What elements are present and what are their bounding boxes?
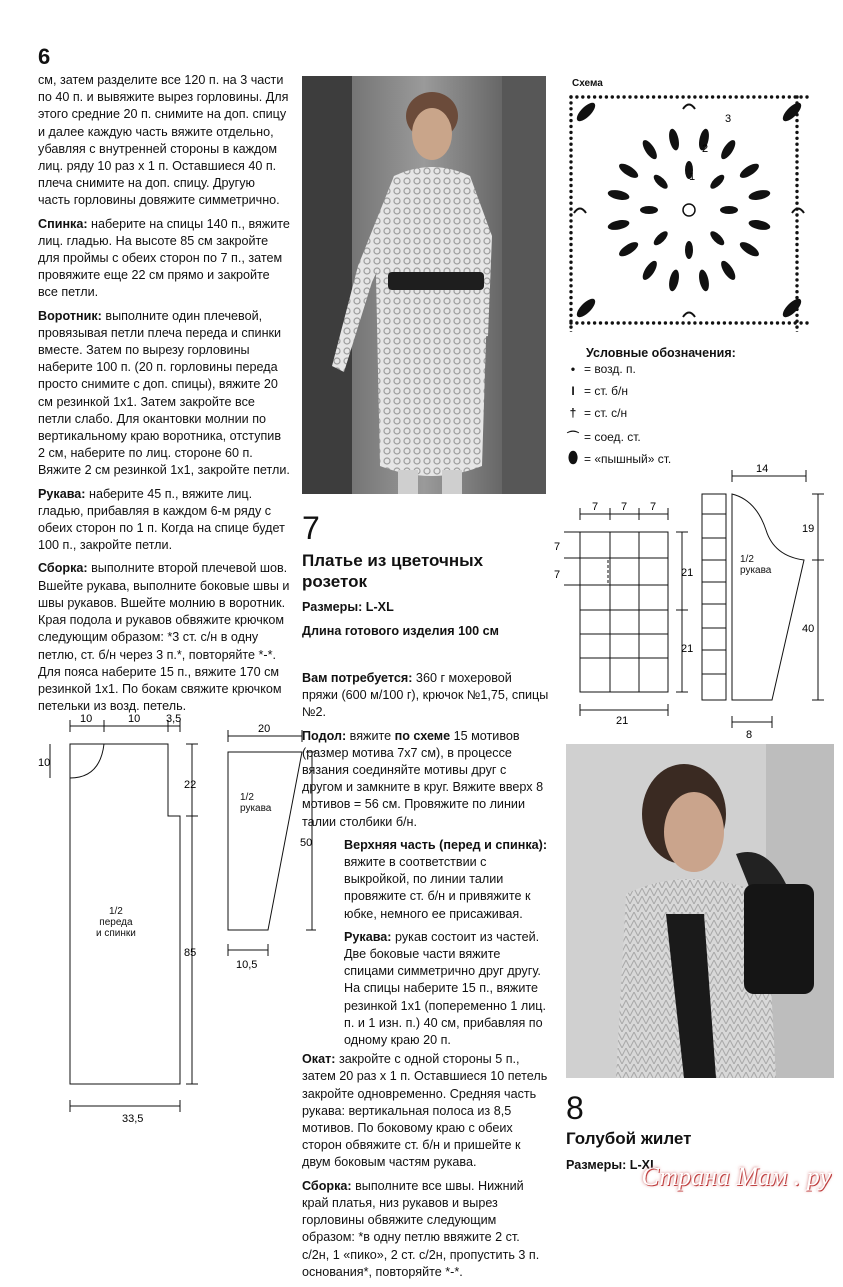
middle-text-column [302, 670, 550, 1287]
scheme-title: Схема [572, 78, 603, 89]
puff-stitch-mark [617, 161, 640, 181]
chain-dot [581, 95, 584, 98]
chain-dot [805, 321, 808, 324]
slip-stitch-icon: ⌒ [566, 430, 579, 444]
puff-stitch-mark [685, 241, 693, 259]
front-dim-10-side: 10 [38, 757, 51, 769]
chain-dot [569, 314, 572, 317]
chain-dot [569, 95, 572, 98]
chain-dot [599, 95, 602, 98]
chain-dot [782, 321, 785, 324]
chain-dot [581, 321, 584, 324]
puff-stitch-mark [574, 100, 598, 124]
chain-dot [788, 321, 791, 324]
chain-dot [795, 284, 798, 287]
chain-dot [658, 95, 661, 98]
chain-dot [795, 320, 798, 323]
chain-dot [740, 321, 743, 324]
paragraph-hem: Подол: вяжите по схеме 15 мотивов (размер мотива 7х7 см), в процессе вязания соединяйте мотивы друг с другом и замкните в круг. Вяжите вверх 8 мотивов = 56 см. Провяжите по линии талии столбики б/н. [302, 728, 544, 829]
slip-stitch-mark [792, 209, 804, 214]
chain-dot [693, 95, 696, 98]
chain-dot [605, 95, 608, 98]
puff-stitch-mark [667, 128, 680, 151]
chain-dot [788, 95, 791, 98]
chain-dot [569, 225, 572, 228]
chain-dot [699, 95, 702, 98]
puff-stitch-mark [607, 188, 630, 201]
chain-dot [593, 95, 596, 98]
chain-dot [687, 321, 690, 324]
skirt-dim-side-7a: 7 [554, 541, 561, 553]
front-dim-33-5: 33,5 [122, 1113, 144, 1125]
chain-dot [575, 321, 578, 324]
legend-item-chain: • = возд. п. [566, 362, 636, 376]
chain-dot [569, 219, 572, 222]
chain-dot [752, 95, 755, 98]
chain-dot [640, 95, 643, 98]
scheme-row-label-2: 2 [702, 143, 709, 155]
puff-stitch-mark [718, 138, 738, 161]
chain-dot [628, 95, 631, 98]
paragraph-cap: Окат: закройте с одной стороны 5 п., затем 20 раз х 1 п. Оставшиеся 10 петель закройте одновременно. Средняя часть рукава: вертикальная полоса из 8,5 мотивов. По боковому краю с обеих сторон обвяжите ст. б/н и пришейте к двум боковым частям рукава. [302, 1052, 548, 1170]
chain-dot [795, 278, 798, 281]
chain-dot [795, 237, 798, 240]
chain-dot [795, 290, 798, 293]
sleeve-l-label: 1/2 рукава [240, 792, 272, 814]
puff-stitch-mark [640, 259, 660, 282]
chain-dot [569, 107, 572, 110]
chain-dot [693, 321, 696, 324]
chain-dot [622, 95, 625, 98]
chain-dot [687, 95, 690, 98]
watermark-logo: Страна Мам . ру [641, 1162, 831, 1191]
chain-dot [569, 243, 572, 246]
chain-dot [676, 321, 679, 324]
chain-dot [569, 207, 572, 210]
skirt-dim-21a: 21 [681, 567, 694, 579]
paragraph-top: Верхняя часть (перед и спинка): вяжите в соответствии с выкройкой, по линии талии провяжите ст. б/н и привяжите к юбке, немного ее присаживая. [344, 837, 548, 921]
chain-dot [799, 95, 802, 98]
chain-dot [593, 321, 596, 324]
chain-dot [795, 154, 798, 157]
puff-stitch-mark [574, 296, 598, 320]
chain-dot [717, 95, 720, 98]
puff-stitch-mark [738, 161, 761, 181]
chain-dot [569, 231, 572, 234]
paragraph-neck: см, затем разделите все 120 п. на 3 части по 40 п. и вывяжите вырез горловины. Для этого средние 20 п. снимите на доп. спицу и далее каждую часть вяжите отдельно, убавляя с внутренней стороны в каждом лиц. ряду 10 раз х 1 п. Оставшиеся 40 п. плеча снимите на доп. спицу. Другую часть горловины довяжите симметрично. [38, 73, 289, 208]
chain-dot [622, 321, 625, 324]
chain-dot [569, 196, 572, 199]
chain-dot [569, 154, 572, 157]
chain-dot [569, 278, 572, 281]
chain-dot [569, 137, 572, 140]
chain-dot [569, 308, 572, 311]
paragraph-sleeves: Рукава: наберите 45 п., вяжите лиц. гладью, прибавляя в каждом 6-м ряду с обеих сторон по 1 п. Когда на спице будет 100 п., закройте петли. [38, 486, 285, 553]
chain-dot [795, 148, 798, 151]
front-dim-3-5: 3,5 [166, 713, 182, 725]
sleeve-r-dim-19: 19 [802, 523, 815, 535]
chain-dot [795, 314, 798, 317]
front-dim-85: 85 [184, 947, 197, 959]
chain-dot [795, 266, 798, 269]
chain-dot [575, 95, 578, 98]
legend-item-puff: ⬮ = «пышный» ст. [567, 450, 672, 467]
chain-stitch-icon: • [570, 362, 576, 376]
chain-dot [569, 202, 572, 205]
paragraph-materials: Вам потребуется: 360 г мохеровой пряжи (600 м/100 г), крючок №1,75, спицы №2. [302, 671, 549, 720]
chain-dot [664, 321, 667, 324]
chain-dot [569, 131, 572, 134]
chain-dot [569, 119, 572, 122]
sleeve-r-dim-40: 40 [802, 623, 815, 635]
chain-dot [782, 95, 785, 98]
chain-dot [587, 321, 590, 324]
chain-dot [758, 95, 761, 98]
legend-title: Условные обозначения: [586, 346, 736, 360]
chain-dot [569, 143, 572, 146]
skirt-dim-7a: 7 [592, 501, 599, 513]
chain-dot [569, 296, 572, 299]
chain-dot [628, 321, 631, 324]
puff-stitch-mark [738, 239, 761, 259]
puff-stitch-mark [718, 259, 738, 282]
chain-dot [770, 95, 773, 98]
chain-dot [611, 321, 614, 324]
chain-dot [681, 95, 684, 98]
chain-dot [634, 321, 637, 324]
chain-dot [670, 321, 673, 324]
section-8-sizes: Размеры: L-XL [566, 1158, 658, 1172]
puff-stitch-mark [708, 173, 726, 191]
skirt-dim-7b: 7 [621, 501, 628, 513]
chain-dot [569, 261, 572, 264]
puff-stitch-mark [780, 100, 804, 124]
double-crochet-icon: † [569, 406, 577, 420]
puff-stitch-mark [617, 239, 640, 259]
puff-stitch-mark [748, 218, 771, 231]
chain-dot [569, 160, 572, 163]
slip-stitch-mark [683, 313, 695, 318]
puff-stitch-mark [640, 206, 658, 214]
chain-dot [735, 95, 738, 98]
chain-dot [634, 95, 637, 98]
chain-dot [776, 321, 779, 324]
paragraph-assembly: Сборка: выполните второй плечевой шов. Вшейте рукава, выполните боковые швы и швы рукавов. Вшейте молнию в воротник. Края подола и рукавов обвяжите крючком следующим образом: *3 ст. с/н в одну петлю, ст. б/н через 3 п.*, повторяйте *-*. Для пояса наберите 15 п., вяжите 170 см резинкой 1х1. По бокам свяжите крючком петельки из возд. петель. [38, 561, 290, 714]
sleeve-r-dim-8: 8 [746, 729, 753, 740]
chain-dot [795, 243, 798, 246]
page-number: 6 [38, 44, 51, 69]
front-label: 1/2 переда и спинки [96, 906, 136, 939]
chain-dot [735, 321, 738, 324]
chain-dot [764, 321, 767, 324]
chain-dot [569, 325, 572, 328]
legend-item-slip: ⌒ = соед. ст. [566, 429, 641, 444]
chain-dot [795, 166, 798, 169]
puff-stitch-mark [748, 188, 771, 201]
chain-dot [658, 321, 661, 324]
chain-dot [569, 184, 572, 187]
chain-dot [646, 321, 649, 324]
paragraph-assembly-7: Сборка: выполните все швы. Нижний край платья, низ рукавов и вырез горловины обвяжите следующим образом: *в одну петлю ввяжите 2 ст. с/2н, 1 «пико», 2 ст. с/2н, пропустить 3 п. основания*, повторяйте *-*. [302, 1178, 540, 1279]
chain-dot [617, 95, 620, 98]
puff-stitch-mark [720, 206, 738, 214]
legend-item-sc: I = ст. б/н [566, 384, 628, 398]
scheme-row-label-1: 1 [689, 171, 696, 183]
section-7-length: Длина готового изделия 100 см [302, 624, 499, 638]
skirt-dim-21-bottom: 21 [616, 715, 629, 727]
chain-dot [795, 249, 798, 252]
slip-stitch-mark [683, 105, 695, 110]
puff-stitch-mark [652, 229, 670, 247]
chain-dot [795, 325, 798, 328]
chain-dot [681, 321, 684, 324]
chain-dot [795, 331, 798, 332]
chain-dot [646, 95, 649, 98]
sleeve-r-label: 1/2 рукава [740, 554, 772, 576]
skirt-dim-side-7b: 7 [554, 569, 561, 581]
chain-dot [795, 125, 798, 128]
skirt-dim-7c: 7 [650, 501, 657, 513]
section-8-title: Голубой жилет [566, 1129, 692, 1148]
paragraph-sleeves-7: Рукава: рукав состоит из частей. Две боковые части вяжите спицами симметрично друг другу. На спицы наберите 15 п., вяжите резинкой 1х1 (попеременно 1 лиц. п. и 1 изн. п.) 40 см, прибавляя по одному краю 20 п. [344, 929, 547, 1048]
chain-dot [764, 95, 767, 98]
dress-photo [302, 76, 546, 494]
slip-stitch-mark [574, 209, 586, 214]
puff-stitch-mark [652, 173, 670, 191]
sleeve-pattern-left [216, 724, 316, 974]
chain-dot [711, 95, 714, 98]
crochet-scheme-diagram [566, 92, 812, 332]
chain-dot [729, 95, 732, 98]
chain-dot [752, 321, 755, 324]
chain-dot [795, 296, 798, 299]
chain-dot [670, 95, 673, 98]
chain-dot [569, 148, 572, 151]
chain-dot [799, 321, 802, 324]
chain-dot [569, 190, 572, 193]
chain-dot [740, 95, 743, 98]
chain-dot [795, 225, 798, 228]
chain-dot [569, 213, 572, 216]
sleeve-l-dim-20: 20 [258, 724, 271, 735]
chain-dot [795, 178, 798, 181]
chain-dot [599, 321, 602, 324]
skirt-grid-pattern [550, 500, 700, 730]
chain-dot [569, 284, 572, 287]
chain-dot [795, 137, 798, 140]
puff-stitch-mark [780, 296, 804, 320]
chain-dot [729, 321, 732, 324]
chain-dot [795, 255, 798, 258]
chain-dot [794, 95, 797, 98]
chain-dot [795, 231, 798, 234]
front-dim-22: 22 [184, 779, 197, 791]
chain-dot [587, 95, 590, 98]
chain-dot [652, 95, 655, 98]
chain-dot [569, 320, 572, 323]
section-8-number: 8 [566, 1090, 584, 1126]
chain-dot [569, 172, 572, 175]
chain-dot [569, 266, 572, 269]
chain-dot [569, 178, 572, 181]
scheme-row-label-3: 3 [725, 113, 732, 125]
puff-stitch-mark [697, 269, 710, 292]
chain-dot [795, 119, 798, 122]
chain-dot [795, 143, 798, 146]
chain-dot [569, 255, 572, 258]
skirt-dim-21b: 21 [681, 643, 694, 655]
chain-dot [569, 272, 572, 275]
chain-dot [795, 202, 798, 205]
chain-dot [795, 272, 798, 275]
chain-dot [758, 321, 761, 324]
chain-dot [699, 321, 702, 324]
chain-dot [795, 261, 798, 264]
puff-stitch-mark [640, 138, 660, 161]
chain-dot [776, 95, 779, 98]
section-7-title: Платье из цветочных розеток [302, 551, 484, 591]
legend-item-dc: † = ст. с/н [566, 406, 627, 420]
chain-dot [705, 95, 708, 98]
sleeve-l-dim-10-5: 10,5 [236, 959, 258, 971]
chain-dot [805, 95, 808, 98]
chain-dot [795, 160, 798, 163]
single-crochet-icon: I [571, 384, 575, 398]
section-7-sizes: Размеры: L-XL [302, 600, 394, 614]
chain-dot [746, 95, 749, 98]
sleeve-pattern-right [696, 460, 836, 740]
paragraph-back: Спинка: наберите на спицы 140 п., вяжите лиц. гладью. На высоте 85 см закройте для проймы с обеих сторон по 7 п., затем провяжите еще 22 см прямо и закройте все петли. [38, 216, 290, 300]
chain-dot [569, 101, 572, 104]
chain-dot [795, 190, 798, 193]
chain-dot [795, 131, 798, 134]
chain-dot [569, 249, 572, 252]
puff-stitch-mark [667, 269, 680, 292]
chain-dot [569, 237, 572, 240]
chain-dot [723, 95, 726, 98]
chain-dot [795, 219, 798, 222]
chain-dot [617, 321, 620, 324]
chain-dot [569, 113, 572, 116]
front-dim-10-b: 10 [128, 713, 141, 725]
chain-dot [664, 95, 667, 98]
chain-dot [795, 213, 798, 216]
chain-dot [795, 184, 798, 187]
chain-dot [611, 95, 614, 98]
chain-dot [711, 321, 714, 324]
chain-dot [717, 321, 720, 324]
chain-dot [705, 321, 708, 324]
chain-dot [746, 321, 749, 324]
chain-dot [569, 302, 572, 305]
chain-dot [569, 125, 572, 128]
section-7-number: 7 [302, 510, 320, 546]
chain-dot [795, 196, 798, 199]
chain-dot [723, 321, 726, 324]
chain-dot [770, 321, 773, 324]
left-text-column [38, 72, 290, 721]
paragraph-collar: Воротник: выполните один плечевой, провязывая петли плеча переда и спинки вместе. Затем по вырезу горловины наберите 100 п. (20 п. горловины переда просто снимите с доп. спицы), вяжите 20 см резинкой 1х1. Затем закройте все петли слабо. Для окантовки молнии по вертикальному краю воротника, отступив 2 см, наберите по лиц. стороне 60 п. Вяжите 2 см резинкой 1х1, закройте петли. [38, 308, 290, 478]
sleeve-l-dim-50: 50 [300, 837, 313, 849]
chain-dot [652, 321, 655, 324]
puff-stitch-mark [708, 229, 726, 247]
front-dim-10-top: 10 [80, 713, 93, 725]
chain-dot [676, 95, 679, 98]
puff-stitch-icon: ⬮ [567, 450, 579, 467]
chain-dot [605, 321, 608, 324]
chain-dot [569, 331, 572, 332]
chain-dot [640, 321, 643, 324]
chain-dot [569, 290, 572, 293]
vest-photo [566, 744, 834, 1078]
chain-dot [569, 166, 572, 169]
puff-stitch-mark [607, 218, 630, 231]
chain-dot [795, 172, 798, 175]
sleeve-r-dim-14: 14 [756, 463, 769, 475]
